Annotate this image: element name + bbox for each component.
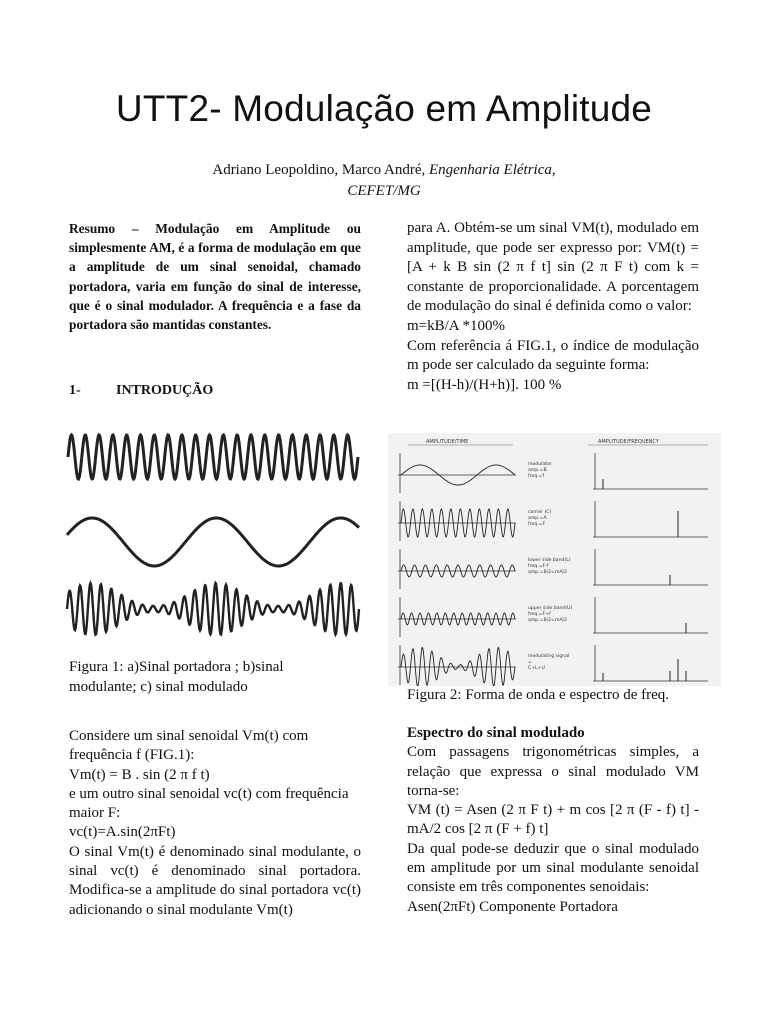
right-section-modulated-spectrum bbox=[407, 724, 699, 917]
row-label: = bbox=[528, 660, 532, 665]
author-line bbox=[0, 160, 768, 180]
equation-vm-expanded: VM (t) = Asen (2 π F t) + m cos [2 π (F - f) t] - mA/2 cos [2 π (F + f) t] bbox=[407, 802, 699, 838]
paragraph: Asen(2πFt) Componente Portadora bbox=[407, 898, 618, 915]
section-heading-intro bbox=[69, 383, 213, 399]
row-label: freq.=F-f bbox=[528, 564, 549, 569]
header-amplitude-time: AMPLITUDE/TIME bbox=[426, 439, 469, 445]
author-affiliation: CEFET/MG bbox=[347, 183, 421, 199]
paragraph: para A. Obtém-se um sinal VM(t), modulado em amplitude, que pode ser expresso por: VM(t) = [A + k B sin (2 π f t] sin (2 π F t) com k = constante de proporcionalidade. A porcentagem de modulação do sinal é definida como o valor: bbox=[407, 220, 699, 315]
section-title: INTRODUÇÃO bbox=[116, 383, 214, 398]
row-label: C+L+U bbox=[528, 666, 545, 671]
header-amplitude-frequency: AMPLITUDE/FREQUENCY bbox=[598, 439, 659, 445]
figure-2-spectrum bbox=[388, 433, 721, 686]
paragraph: Com passagens trigonométricas simples, a relação que expressa o sinal modulado VM torna-se: bbox=[407, 744, 699, 799]
figure-2-caption: Figura 2: Forma de onda e espectro de freq. bbox=[407, 687, 669, 703]
row-label: lower side band(L) bbox=[528, 558, 571, 563]
row-label: freq.=F+f bbox=[528, 612, 551, 617]
equation-vm: Vm(t) = B . sin (2 π f t) bbox=[69, 766, 210, 783]
page-title: UTT2- Modulação em Amplitude bbox=[115, 88, 653, 129]
right-body-text bbox=[407, 219, 699, 395]
left-body-text bbox=[69, 727, 361, 920]
row-label: freq.=f bbox=[528, 474, 545, 479]
row-label: amp.=A bbox=[528, 516, 547, 521]
equation-vc: vc(t)=A.sin(2πFt) bbox=[69, 824, 176, 841]
row-label: amp.=B/2=mA/2 bbox=[528, 570, 568, 575]
paragraph: Com referência á FIG.1, o índice de modulação m pode ser calculado da seguinte forma: bbox=[407, 337, 699, 374]
row-label: modulator bbox=[528, 462, 552, 467]
paragraph: Da qual pode-se deduzir que o sinal modulado em amplitude por um sinal modulante senoidal consiste em três componentes senoidais: bbox=[407, 840, 699, 896]
paragraph: Considere um sinal senoidal Vm(t) com frequência f (FIG.1): bbox=[69, 728, 309, 764]
modulated-wave bbox=[67, 583, 359, 635]
figure-1-caption: Figura 1: a)Sinal portadora ; b)sinal modulante; c) sinal modulado bbox=[69, 659, 284, 695]
equation-m-index: m =[(H-h)/(H+h)]. 100 % bbox=[407, 376, 562, 393]
paragraph: e um outro sinal senoidal vc(t) com frequência maior F: bbox=[69, 785, 349, 822]
paragraph: O sinal Vm(t) é denominado sinal modulante, o sinal vc(t) é denominado sinal portadora. Modifica-se a amplitude do sinal portadora vc(t) adicionando o sinal modulante Vm(t) bbox=[69, 843, 361, 918]
row-label: carrier (C) bbox=[528, 510, 552, 515]
section-number: 1- bbox=[69, 383, 81, 398]
figure-1-waveforms bbox=[64, 425, 364, 650]
row-label: freq.=F bbox=[528, 522, 546, 527]
equation-m: m=kB/A *100% bbox=[407, 317, 506, 334]
section-heading: Espectro do sinal modulado bbox=[407, 725, 585, 741]
author-names: Adriano Leopoldino, Marco André, bbox=[212, 162, 429, 178]
row-label: amp.=B/2=mA/2 bbox=[528, 618, 568, 623]
row-label: upper side band(U) bbox=[528, 606, 573, 611]
carrier-wave bbox=[68, 435, 358, 479]
row-label: modulating signal bbox=[528, 654, 570, 659]
modulating-wave bbox=[67, 518, 359, 566]
abstract: Resumo – Modulação em Amplitude ou simplesmente AM, é a forma de modulação em que a amplitude de um sinal senoidal, chamado portadora, varia em função do sinal de interesse, que é o sinal modulador. A frequência e a fase da portadora são mantidas constantes. bbox=[69, 221, 361, 333]
author-department: Engenharia Elétrica, bbox=[428, 162, 556, 178]
row-label: amp.=B bbox=[528, 468, 547, 473]
